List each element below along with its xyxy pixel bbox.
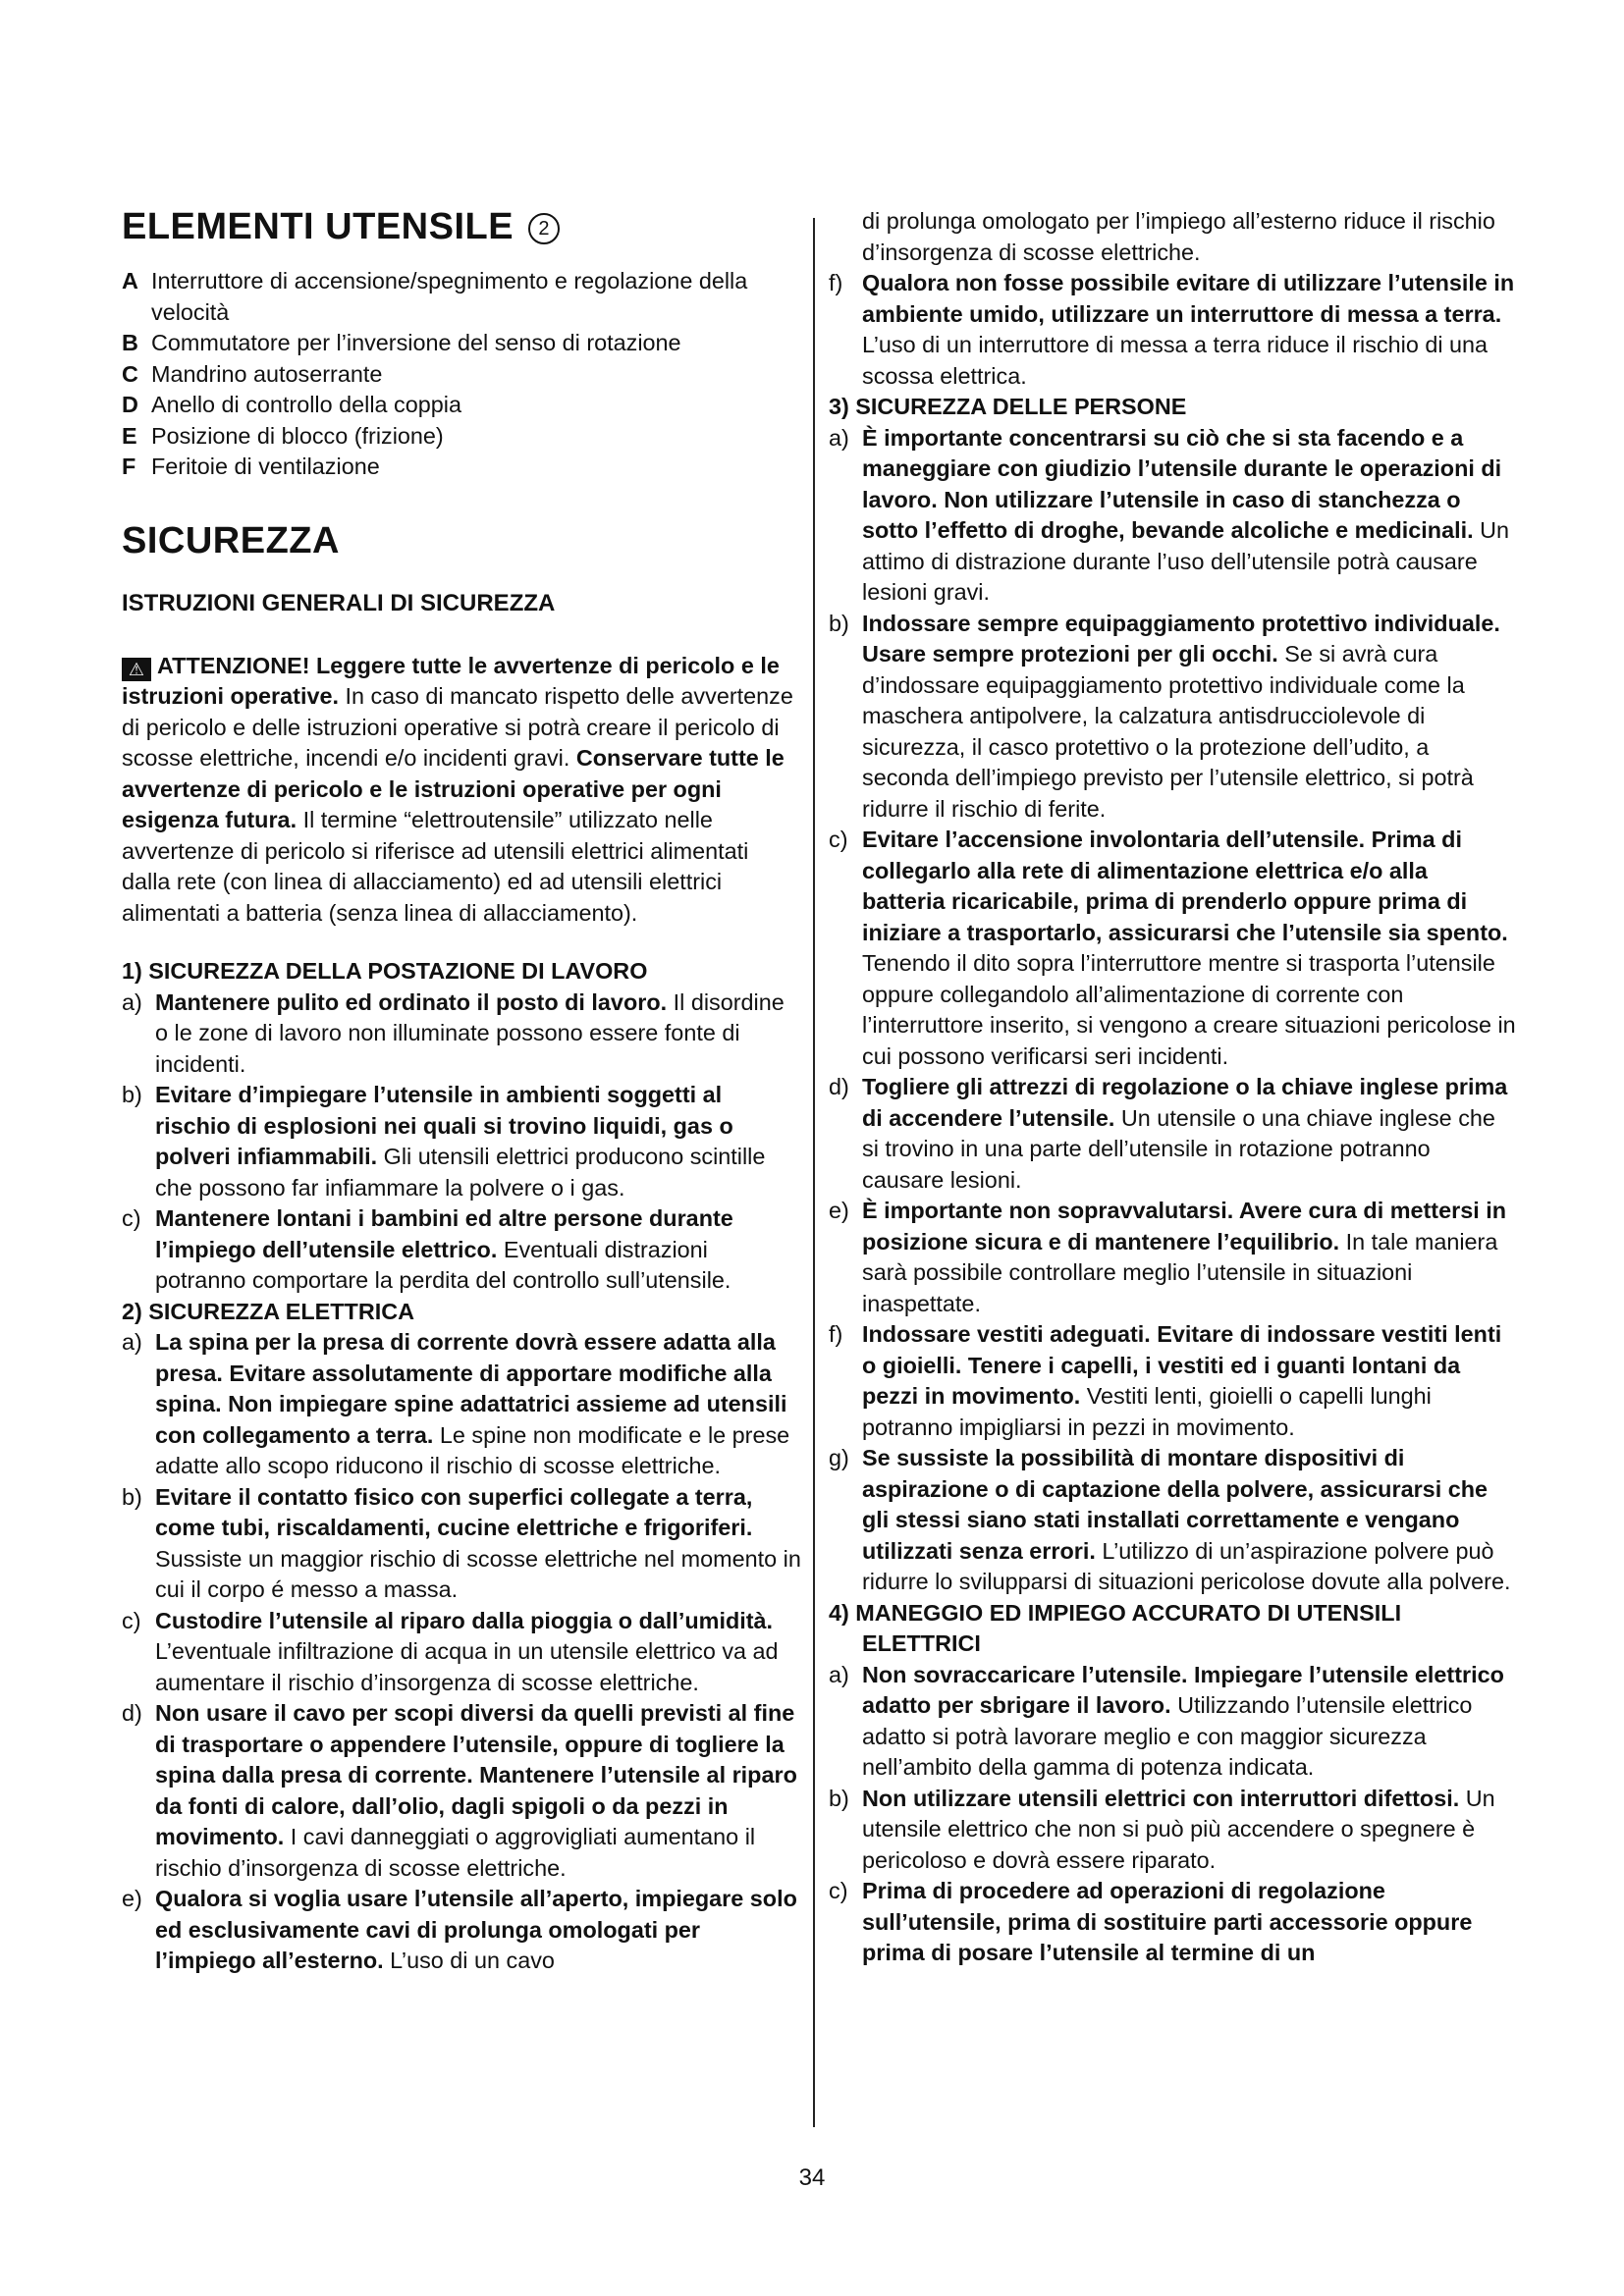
left-column [122,206,801,1977]
list-item: B Commutatore per l’inversione del senso di rotazione [122,330,681,355]
list-item: c) Mantenere lontani i bambini ed altre persone durante l’impiego dell’utensile elettrico. Eventuali distrazioni potranno comportare la perdita del controllo sull’utensile. [122,1205,733,1293]
list-item: d) Non usare il cavo per scopi diversi da quelli previsti al fine di trasportare o appendere l’utensile, oppure di togliere la spina dalla presa di corrente. Mantenere l’utensile al riparo da fonti di calore, dall’olio, dagli spigoli o da pezzi in movimento. I cavi danneggiati o aggrovigliati aumentano il rischio d’insorgenza di scosse elettriche. [122,1700,797,1881]
section-title: 3) SICUREZZA DELLE PERSONE [829,394,1187,419]
list-item: b) Non utilizzare utensili elettrici con interruttori difettosi. Un utensile elettrico che non si può più accendere o spegnere è pericoloso e dovrà essere riparato. [829,1785,1495,1873]
list-item: a) Non sovraccaricare l’utensile. Impiegare l’utensile elettrico adatto per sbrigare il lavoro. Utilizzando l’utensile elettrico adatto si potrà lavorare meglio e con maggior sicurezza nell’ambito della gamma di potenza indicata. [829,1661,1504,1780]
figure-ref-badge: 2 [528,213,560,244]
page-number: 34 [798,2164,826,2191]
list-item: f) Qualora non fosse possibile evitare di utilizzare l’utensile in ambiente umido, utilizzare un interruttore di messa a terra. L’uso di un interruttore di messa a terra riduce il rischio di una scossa elettrica. [829,270,1515,389]
list-item: F Feritoie di ventilazione [122,454,380,479]
list-item: e) È importante non sopravvalutarsi. Avere cura di mettersi in posizione sicura e di mantenere l’equilibrio. In tale maniera sarà possibile controllare meglio l’utensile in situazioni inaspettate. [829,1198,1506,1316]
right-column [829,206,1516,1969]
list-item: c) Custodire l’utensile al riparo dalla pioggia o dall’umidità. L’eventuale infiltrazione di acqua in un utensile elettrico va ad aumentare il rischio d’insorgenza di scosse elettriche. [122,1607,779,1695]
safety-subheading: ISTRUZIONI GENERALI DI SICUREZZA [122,589,556,616]
list-item: g) Se sussiste la possibilità di montare dispositivi di aspirazione o di captazione della polvere, assicurarsi che gli stessi siano stati installati correttamente e vengano utilizzati senza errori. L’utilizzo di un’aspirazione polvere può ridurre lo svilupparsi di situazioni pericolose dovute alla polvere. [829,1445,1511,1594]
section-title: 1) SICUREZZA DELLA POSTAZIONE DI LAVORO [122,958,648,984]
column-divider [813,218,815,2127]
list-item: c) Evitare l’accensione involontaria dell’utensile. Prima di collegarlo alla rete di alimentazione elettrica e/o alla batteria ricaricabile, prima di prenderlo oppure prima di iniziare a trasportarlo, assicurarsi che l’utensile sia spento. Tenendo il dito sopra l’interruttore mentre si trasporta l’utensile oppure collegandolo all’alimentazione di corrente con l’interruttore inserito, si vengono a creare situazioni pericolose in cui possono verificarsi seri incidenti. [829,827,1516,1069]
list-item: a) È importante concentrarsi su ciò che si sta facendo e a maneggiare con giudizio l’utensile durante le operazioni di lavoro. Non utilizzare l’utensile in caso di stanchezza o sotto l’effetto di droghe, bevande alcoliche e medicinali. Un attimo di distrazione durante l’uso dell’utensile potrà causare lesioni gravi. [829,424,1509,605]
continued-text: di prolunga omologato per l’impiego all’esterno riduce il rischio d’insorgenza di scosse elettriche. [862,208,1495,265]
section-title: 4) MANEGGIO ED IMPIEGO ACCURATO DI UTENSILI ELETTRICI [829,1599,1402,1656]
list-item: b) Indossare sempre equipaggiamento protettivo individuale. Usare sempre protezioni per gli occhi. Se si avrà cura d’indossare equipaggiamento protettivo individuale come la maschera antipolvere, la calzatura antisdrucciolevole di sicurezza, il casco protettivo o la protezione dell’udito, a seconda dell’impiego previsto per l’utensile elettrico, si potrà ridurre il rischio di ferite. [829,610,1500,822]
list-item: c) Prima di procedere ad operazioni di regolazione sull’utensile, prima di sostituire parti accessorie oppure prima di posare l’utensile al termine di un [829,1878,1473,1965]
list-item: e) Qualora si voglia usare l’utensile all’aperto, impiegare solo ed esclusivamente cavi di prolunga omologati per l’impiego all’esterno. L’uso di un cavo [122,1886,797,1973]
list-item: a) La spina per la presa di corrente dovrà essere adatta alla presa. Evitare assolutamente di apportare modifiche alla spina. Non impiegare spine adattatrici assieme ad utensili con collegamento a terra. Le spine non modificate e le prese adatte allo scopo riducono il rischio di scosse elettriche. [122,1329,790,1478]
list-item: a) Mantenere pulito ed ordinato il posto di lavoro. Il disordine o le zone di lavoro non illuminate possono essere fonte di incidenti. [122,988,785,1077]
list-item: E Posizione di blocco (frizione) [122,422,444,449]
list-item: D Anello di controllo della coppia [122,392,461,417]
list-item: A Interruttore di accensione/spegnimento e regolazione della velocità [122,268,748,325]
warning-paragraph: ⚠ ATTENZIONE! Leggere tutte le avvertenze di pericolo e le istruzioni operative. In caso di mancato rispetto delle avvertenze di pericolo e delle istruzioni operative si potrà creare il pericolo di scosse elettriche, incendi e/o incidenti gravi. Conservare tutte le avvertenze di pericolo e le istruzioni operative per ogni esigenza futura. Il termine “elettroutensile” utilizzato nelle avvertenze di pericolo si riferisce ad utensili elettrici alimentati dalla rete (con linea di allacciamento) ed ad utensili elettrici alimentati a batteria (senza linea di allacciamento). [122,652,793,926]
list-item: b) Evitare il contatto fisico con superfici collegate a terra, come tubi, riscaldamenti, cucine elettriche e frigoriferi. Sussiste un maggior rischio di scosse elettriche nel momento in cui il corpo é messo a massa. [122,1483,801,1602]
warning-triangle-icon: ⚠ [122,658,151,681]
list-item: C Mandrino autoserrante [122,360,383,387]
parts-heading: ELEMENTI UTENSILE 2 [122,206,801,248]
parts-list [122,266,801,483]
list-item: b) Evitare d’impiegare l’utensile in ambienti soggetti al rischio di esplosioni nei quali si trovino liquidi, gas o polveri infiammabili. Gli utensili elettrici producono scintille che possono far infiammare la polvere o i gas. [122,1082,766,1201]
list-item: f) Indossare vestiti adeguati. Evitare di indossare vestiti lenti o gioielli. Tenere i capelli, i vestiti ed i guanti lontani da pezzi in movimento. Vestiti lenti, gioielli o capelli lunghi potranno impigliarsi in pezzi in movimento. [829,1321,1502,1440]
list-item: d) Togliere gli attrezzi di regolazione o la chiave inglese prima di accendere l’utensile. Un utensile o una chiave inglese che si trovino in una parte dell’utensile in rotazione potranno causare lesioni. [829,1074,1508,1193]
section-title: 2) SICUREZZA ELETTRICA [122,1298,415,1324]
safety-heading: SICUREZZA [122,519,340,561]
